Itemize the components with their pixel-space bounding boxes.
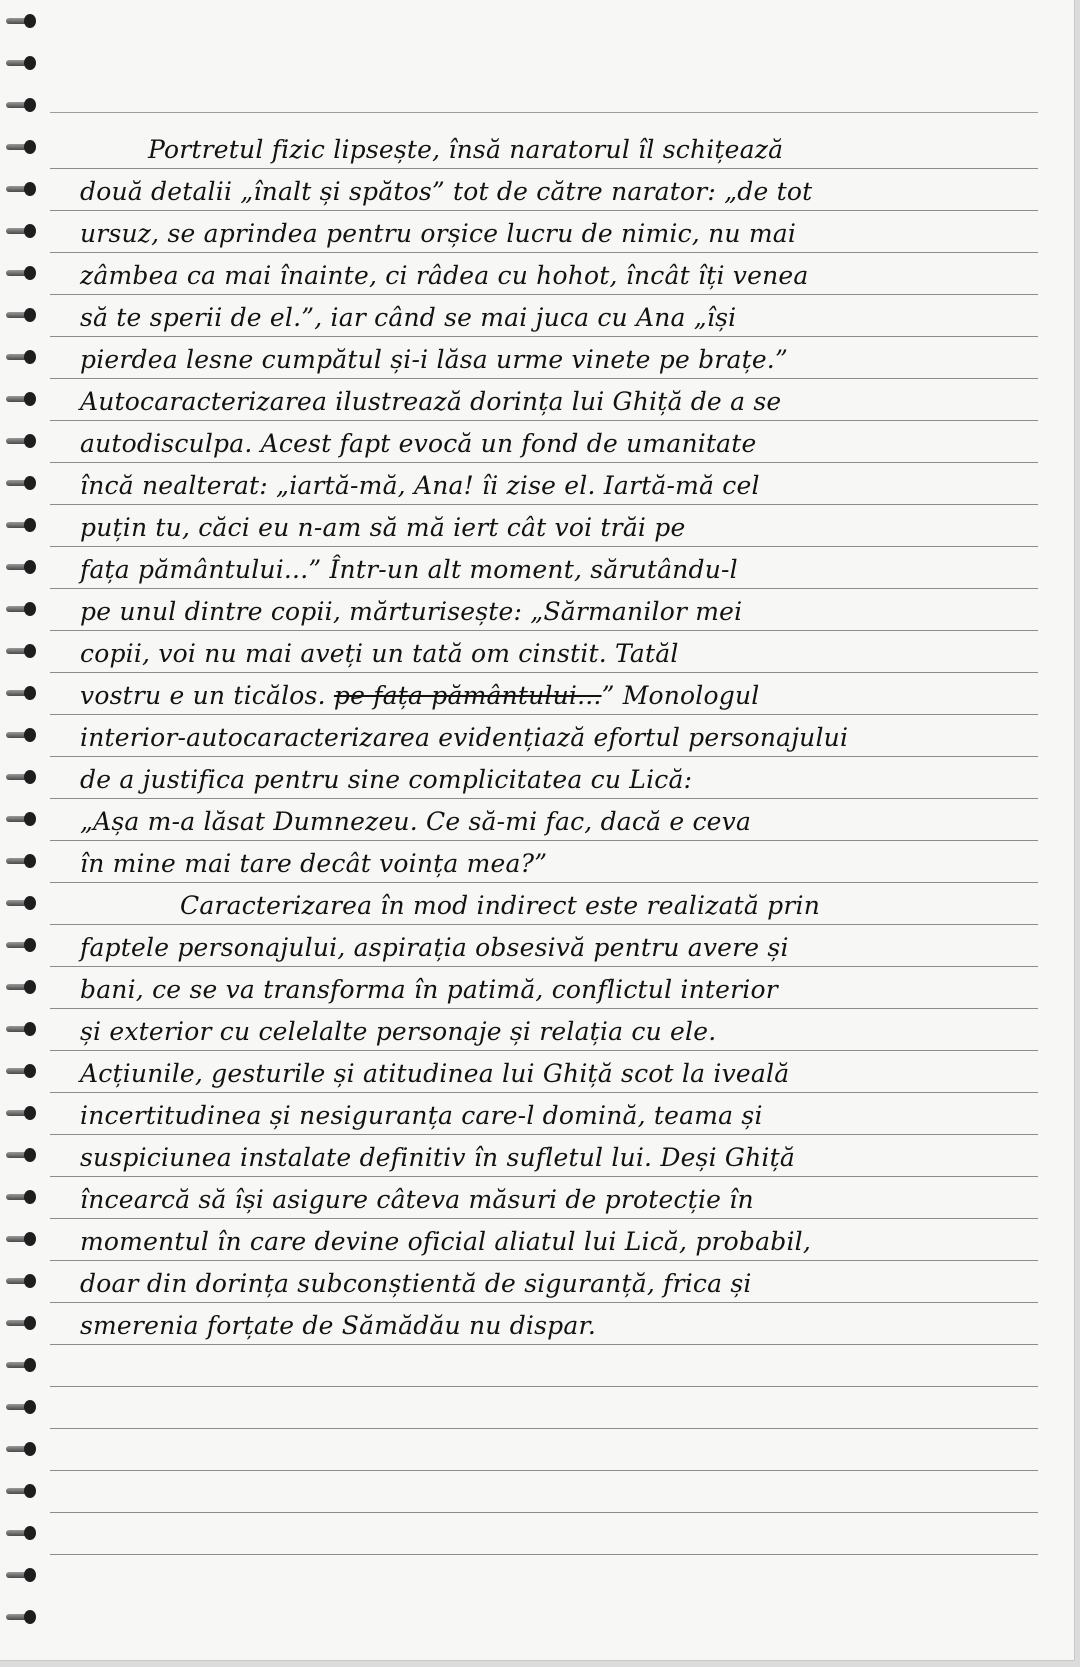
spiral-ring <box>6 1314 36 1334</box>
ruled-line <box>50 1512 1038 1513</box>
spiral-ring <box>6 1482 36 1502</box>
text-line: doar din dorința subconștientă de siguranță, frica și <box>80 1269 752 1298</box>
spiral-ring <box>6 1398 36 1418</box>
spiral-ring <box>6 1608 36 1628</box>
spiral-binding <box>0 0 40 1660</box>
spiral-ring <box>6 768 36 788</box>
text-line: interior-autocaracterizarea evidențiază efortul personajului <box>80 723 849 752</box>
text-line: încă nealterat: „iartă-mă, Ana! îi zise el. Iartă-mă cel <box>80 471 760 500</box>
text-line: încearcă să își asigure câteva măsuri de protecție în <box>80 1185 754 1214</box>
text-line: „Așa m-a lăsat Dumnezeu. Ce să-mi fac, dacă e ceva <box>80 807 752 836</box>
spiral-ring <box>6 600 36 620</box>
text-line: fața pământului...” Într-un alt moment, sărutându-l <box>80 555 738 584</box>
spiral-ring <box>6 1230 36 1250</box>
spiral-ring <box>6 810 36 830</box>
spiral-ring <box>6 54 36 74</box>
spiral-ring <box>6 138 36 158</box>
spiral-ring <box>6 684 36 704</box>
spiral-ring <box>6 96 36 116</box>
spiral-ring <box>6 558 36 578</box>
spiral-ring <box>6 390 36 410</box>
ruled-line <box>50 1386 1038 1387</box>
spiral-ring <box>6 306 36 326</box>
struck-text: pe fața pământului... <box>333 681 602 710</box>
text-line: ursuz, se aprindea pentru orșice lucru de nimic, nu mai <box>80 219 797 248</box>
spiral-ring <box>6 936 36 956</box>
spiral-ring <box>6 264 36 284</box>
spiral-ring <box>6 1356 36 1376</box>
spiral-ring <box>6 1104 36 1124</box>
spiral-ring <box>6 516 36 536</box>
spiral-ring <box>6 432 36 452</box>
spiral-ring <box>6 642 36 662</box>
text-line: zâmbea ca mai înainte, ci râdea cu hohot, încât îți venea <box>80 261 809 290</box>
spiral-ring <box>6 1440 36 1460</box>
text-line: faptele personajului, aspirația obsesivă pentru avere și <box>80 933 789 962</box>
text-line: Autocaracterizarea ilustrează dorința lui Ghiță de a se <box>80 387 782 416</box>
spiral-ring <box>6 1524 36 1544</box>
text-line: să te sperii de el.”, iar când se mai juca cu Ana „își <box>80 303 737 332</box>
text-line: de a justifica pentru sine complicitatea cu Lică: <box>80 765 693 794</box>
spiral-ring <box>6 348 36 368</box>
text-line: momentul în care devine oficial aliatul lui Lică, probabil, <box>80 1227 811 1256</box>
text-line: două detalii „înalt și spătos” tot de către narator: „de tot <box>80 177 813 206</box>
spiral-ring <box>6 1272 36 1292</box>
spiral-ring <box>6 222 36 242</box>
spiral-ring <box>6 1188 36 1208</box>
text-line: Caracterizarea în mod indirect este realizată prin <box>180 891 821 920</box>
spiral-ring <box>6 1062 36 1082</box>
text-line: pierdea lesne cumpătul și-i lăsa urme vinete pe brațe.” <box>80 345 788 374</box>
top-margin-line <box>50 112 1038 113</box>
text-line: smerenia forțate de Sămădău nu dispar. <box>80 1311 596 1340</box>
text-line: pe unul dintre copii, mărturisește: „Sărmanilor mei <box>80 597 743 626</box>
ruled-line <box>50 1470 1038 1471</box>
spiral-ring <box>6 978 36 998</box>
text-line: Portretul fizic lipsește, însă naratorul îl schițează <box>148 135 784 164</box>
text-line-with-strikethrough <box>80 676 1034 716</box>
text-line: bani, ce se va transforma în patimă, conflictul interior <box>80 975 778 1004</box>
text-line: incertitudinea și nesiguranța care-l domină, teama și <box>80 1101 763 1130</box>
ruled-line <box>50 1428 1038 1429</box>
ruled-line <box>50 1554 1038 1555</box>
spiral-ring <box>6 852 36 872</box>
spiral-ring <box>6 12 36 32</box>
text-line: puțin tu, căci eu n-am să mă iert cât voi trăi pe <box>80 513 686 542</box>
spiral-ring <box>6 1020 36 1040</box>
text-segment: vostru e un ticălos. <box>80 681 334 710</box>
spiral-ring <box>6 726 36 746</box>
spiral-ring <box>6 894 36 914</box>
spiral-ring <box>6 474 36 494</box>
spiral-ring <box>6 1146 36 1166</box>
text-line: suspiciunea instalate definitiv în sufletul lui. Deși Ghiță <box>80 1143 795 1172</box>
spiral-ring <box>6 180 36 200</box>
text-line: autodisculpa. Acest fapt evocă un fond de umanitate <box>80 429 757 458</box>
text-line: și exterior cu celelalte personaje și relația cu ele. <box>80 1017 717 1046</box>
text-line: în mine mai tare decât voința mea?” <box>80 849 548 878</box>
text-line: Acțiunile, gesturile și atitudinea lui Ghiță scot la iveală <box>80 1059 790 1088</box>
spiral-ring <box>6 1566 36 1586</box>
text-segment: ” Monologul <box>601 681 760 710</box>
text-line: copii, voi nu mai aveți un tată om cinstit. Tatăl <box>80 639 679 668</box>
